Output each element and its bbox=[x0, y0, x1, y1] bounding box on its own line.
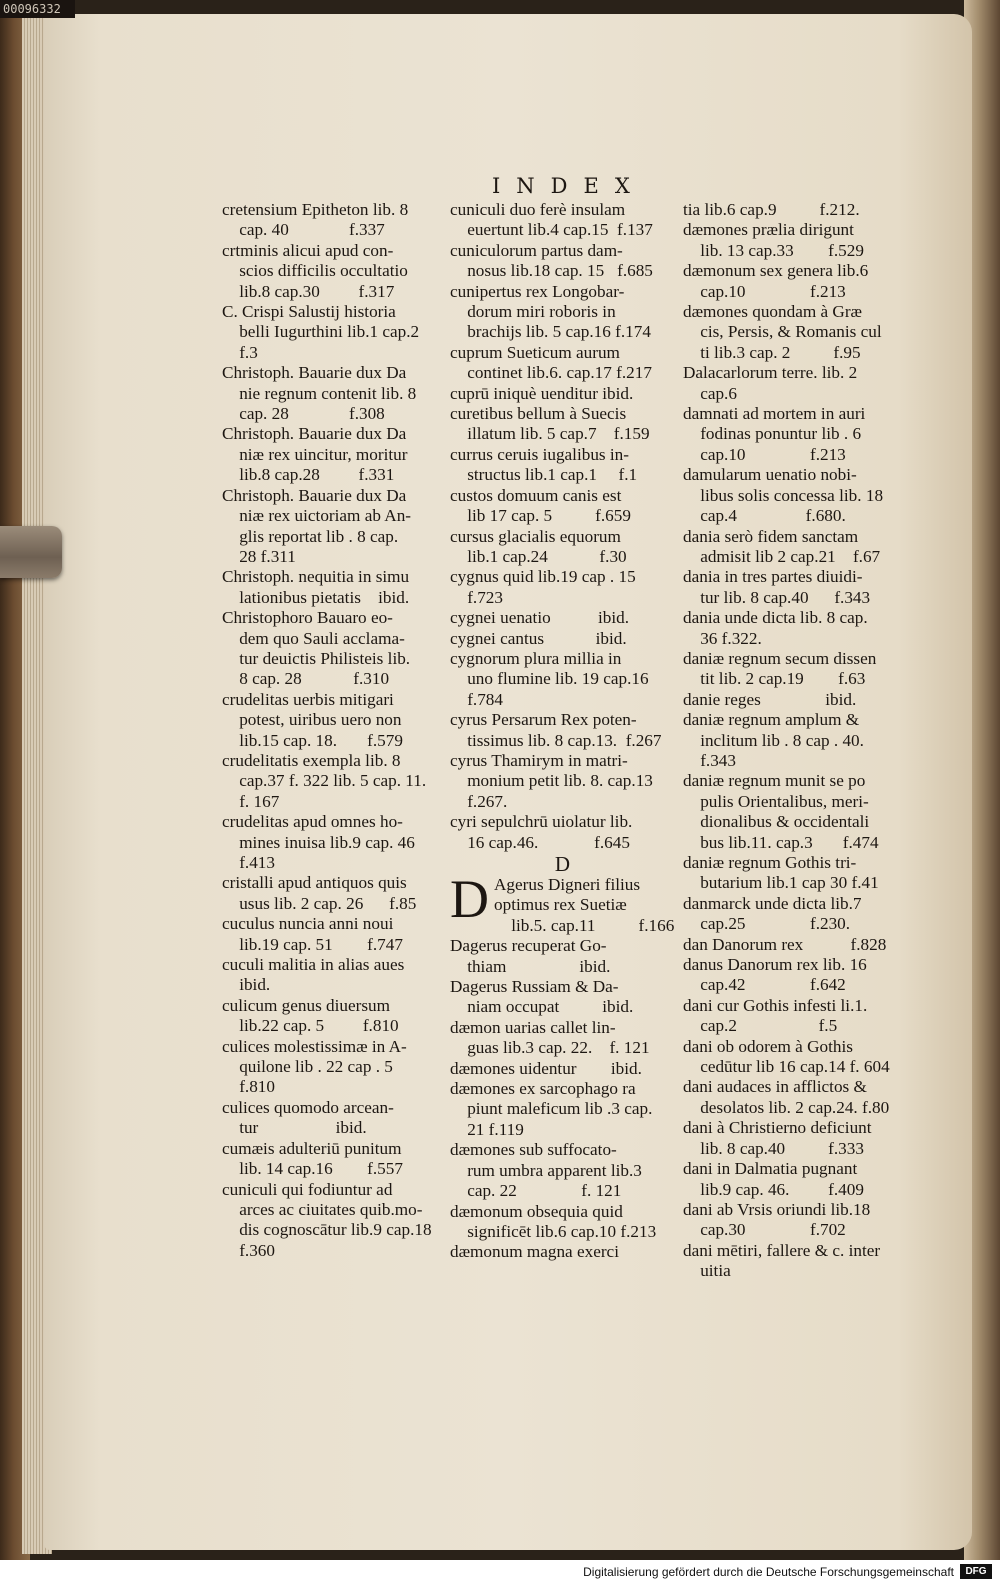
index-entry: tia lib.6 cap.9 f.212. bbox=[683, 200, 860, 219]
index-entry: 28 f.311 bbox=[222, 546, 296, 566]
index-entry: butarium lib.1 cap 30 f.41 bbox=[683, 873, 879, 893]
index-entry: optimus rex Suetiæ bbox=[494, 895, 627, 915]
index-entry: cuniculorum partus dam- bbox=[450, 240, 623, 260]
index-entry: culices molestissimæ in A- bbox=[222, 1036, 407, 1056]
index-entry: 21 f.119 bbox=[450, 1119, 524, 1139]
index-entry: crudelitatis exempla lib. 8 bbox=[222, 750, 401, 770]
index-entry: Dalacarlorum terre. lib. 2 bbox=[683, 363, 858, 383]
index-entry: daniæ regnum munit se po bbox=[683, 771, 866, 791]
index-entry: tissimus lib. 8 cap.13. f.267 bbox=[450, 730, 662, 750]
index-entry: Dagerus recuperat Go- bbox=[450, 936, 607, 956]
index-entry: cristalli apud antiquos quis bbox=[222, 873, 407, 893]
index-entry: lib. 8 cap.40 f.333 bbox=[683, 1138, 864, 1158]
index-entry: brachijs lib. 5 cap.16 f.174 bbox=[450, 322, 651, 342]
index-entry: tit lib. 2 cap.19 f.63 bbox=[683, 669, 866, 689]
index-entry: dani ab Vrsis oriundi lib.18 bbox=[683, 1199, 871, 1219]
index-entry: fodinas ponuntur lib . 6 bbox=[683, 424, 862, 444]
index-entry: cuprū iniquè uenditur ibid. bbox=[450, 383, 634, 403]
index-entry: lib.5. cap.11 f.166 bbox=[494, 915, 675, 935]
index-entry: monium petit lib. 8. cap.13 bbox=[450, 771, 653, 791]
index-entry: cap. 22 f. 121 bbox=[450, 1181, 622, 1201]
index-entry: tur ibid. bbox=[222, 1118, 367, 1138]
index-entry: cap. 40 f.337 bbox=[222, 220, 385, 240]
index-entry: glis reportat lib . 8 cap. bbox=[222, 526, 399, 546]
index-entry: dania unde dicta lib. 8 cap. bbox=[683, 608, 868, 628]
index-entry: pulis Orientalibus, meri- bbox=[683, 791, 869, 811]
index-entry: ibid. bbox=[222, 975, 271, 995]
index-entry: lib. 14 cap.16 f.557 bbox=[222, 1159, 403, 1179]
index-entry: curetibus bellum à Suecis bbox=[450, 404, 627, 424]
index-entry: daniæ regnum secum dissen bbox=[683, 648, 877, 668]
index-entry: cap.37 f. 322 lib. 5 cap. 11. bbox=[222, 771, 427, 791]
index-entry: continet lib.6. cap.17 f.217 bbox=[450, 363, 652, 383]
index-entry: bus lib.11. cap.3 f.474 bbox=[683, 832, 879, 852]
index-entry: dionalibus & occidentali bbox=[683, 812, 870, 832]
index-entry: scios difficilis occultatio bbox=[222, 261, 408, 281]
index-entry: cap.30 f.702 bbox=[683, 1220, 846, 1240]
page-header: INDEX bbox=[492, 174, 646, 198]
index-entry: cap.6 bbox=[683, 383, 737, 403]
index-entry: dani à Christierno deficiunt bbox=[683, 1118, 872, 1138]
index-entry: f.810 bbox=[222, 1077, 275, 1097]
index-entry: structus lib.1 cap.1 f.1 bbox=[450, 465, 638, 485]
index-entry: uitia bbox=[683, 1261, 731, 1281]
index-entry: cuculi malitia in alias aues bbox=[222, 955, 405, 975]
index-entry: damularum uenatio nobi- bbox=[683, 465, 857, 485]
index-entry: guas lib.3 cap. 22. f. 121 bbox=[450, 1038, 650, 1058]
index-entry: f.3 bbox=[222, 342, 258, 362]
index-entry: desolatos lib. 2 cap.24. f.80 bbox=[683, 1097, 890, 1117]
index-entry: daniæ regnum Gothis tri- bbox=[683, 853, 857, 872]
index-entry: belli Iugurthini lib.1 cap.2 bbox=[222, 322, 420, 342]
index-entry: Christophoro Bauaro eo- bbox=[222, 608, 393, 628]
index-entry: cap.10 f.213 bbox=[683, 444, 846, 464]
index-entry: crudelitas uerbis mitigari bbox=[222, 689, 394, 709]
index-entry: lib.15 cap. 18. f.579 bbox=[222, 730, 403, 750]
index-entry: 8 cap. 28 f.310 bbox=[222, 669, 390, 689]
index-entry: dani ob odorem à Gothis bbox=[683, 1036, 853, 1056]
index-entry: mines inuisa lib.9 cap. 46 bbox=[222, 832, 415, 852]
index-entry: admisit lib 2 cap.21 f.67 bbox=[683, 546, 881, 566]
index-entry: ti lib.3 cap. 2 f.95 bbox=[683, 342, 861, 362]
index-entry: f.784 bbox=[450, 689, 503, 709]
index-entry: cunipertus rex Longobar- bbox=[450, 281, 625, 301]
index-entry: 36 f.322. bbox=[683, 628, 762, 648]
index-entry: usus lib. 2 cap. 26 f.85 bbox=[222, 893, 417, 913]
index-entry: libus solis concessa lib. 18 bbox=[683, 485, 884, 505]
index-entry: Christoph. Bauarie dux Da bbox=[222, 424, 407, 444]
index-entry: lib.9 cap. 46. f.409 bbox=[683, 1179, 864, 1199]
index-entry: lib.1 cap.24 f.30 bbox=[450, 546, 627, 566]
index-entry: inclitum lib . 8 cap . 40. bbox=[683, 730, 864, 750]
index-entry: danie reges ibid. bbox=[683, 689, 857, 709]
index-entry: dani cur Gothis infesti li.1. bbox=[683, 995, 868, 1015]
index-entry: nosus lib.18 cap. 15 f.685 bbox=[450, 261, 653, 281]
index-entry: piunt maleficum lib .3 cap. bbox=[450, 1099, 653, 1119]
index-entry: cedūtur lib 16 cap.14 f. 604 bbox=[683, 1057, 890, 1077]
index-entry: lib.8 cap.30 f.317 bbox=[222, 281, 395, 301]
index-entry: potest, uiribus uero non bbox=[222, 710, 402, 730]
index-entry: cuniculi duo ferè insulam bbox=[450, 200, 626, 219]
index-entry: significēt lib.6 cap.10 f.213 bbox=[450, 1221, 657, 1241]
index-entry: cuprum Sueticum aurum bbox=[450, 342, 620, 362]
index-entry: dæmones uidentur ibid. bbox=[450, 1058, 642, 1078]
index-entry: lib.8 cap.28 f.331 bbox=[222, 465, 395, 485]
funding-credit: Digitalisierung gefördert durch die Deutsche Forschungsgemeinschaft bbox=[583, 1565, 954, 1579]
index-entry: cygnei cantus ibid. bbox=[450, 628, 627, 648]
dfg-logo: DFG bbox=[960, 1564, 992, 1579]
index-entry: dem quo Sauli acclama- bbox=[222, 628, 405, 648]
section-letter: D bbox=[554, 852, 571, 876]
index-entry: euertunt lib.4 cap.15 f.137 bbox=[450, 220, 653, 240]
index-entry: cyrus Thamirym in matri- bbox=[450, 750, 628, 770]
index-entry: uno flumine lib. 19 cap.16 bbox=[450, 669, 649, 689]
index-entry: Christoph. nequitia in simu bbox=[222, 567, 410, 587]
index-entry: dæmones ex sarcophago ra bbox=[450, 1079, 636, 1099]
index-entry: rum umbra apparent lib.3 bbox=[450, 1160, 642, 1180]
index-entry: Christoph. Bauarie dux Da bbox=[222, 363, 407, 383]
index-entry: lib.22 cap. 5 f.810 bbox=[222, 1016, 399, 1036]
index-entry: f.267. bbox=[450, 791, 508, 811]
index-entry: dani audaces in afflictos & bbox=[683, 1077, 867, 1097]
index-entry: dorum miri roboris in bbox=[450, 302, 616, 322]
index-entry: cap.10 f.213 bbox=[683, 281, 846, 301]
index-entry: cygnus quid lib.19 cap . 15 bbox=[450, 567, 636, 587]
index-entry: tur lib. 8 cap.40 f.343 bbox=[683, 587, 871, 607]
index-entry: f.413 bbox=[222, 853, 275, 872]
column-2-c-entries bbox=[450, 200, 675, 853]
index-column-1 bbox=[222, 200, 444, 1261]
book-clasp bbox=[0, 526, 62, 578]
index-entry: Agerus Digneri filius bbox=[494, 875, 641, 894]
index-entry: danus Danorum rex lib. 16 bbox=[683, 955, 867, 975]
index-entry: cursus glacialis equorum bbox=[450, 526, 621, 546]
index-entry: f.360 bbox=[222, 1240, 275, 1260]
index-entry: cap.2 f.5 bbox=[683, 1016, 838, 1036]
index-entry: crtminis alicui apud con- bbox=[222, 240, 394, 260]
index-entry: daniæ regnum amplum & bbox=[683, 710, 860, 730]
index-entry: dania serò fidem sanctam bbox=[683, 526, 859, 546]
index-entry: quilone lib . 22 cap . 5 bbox=[222, 1057, 393, 1077]
index-entry: dæmonum obsequia quid bbox=[450, 1201, 623, 1221]
index-entry: lib.19 cap. 51 f.747 bbox=[222, 934, 403, 954]
index-entry: dania in tres partes diuidi- bbox=[683, 567, 863, 587]
index-entry: f. 167 bbox=[222, 791, 280, 811]
footer-bar bbox=[0, 1560, 1000, 1584]
column-2-d-entries bbox=[450, 916, 675, 1263]
index-entry: dani in Dalmatia pugnant bbox=[683, 1159, 858, 1179]
index-entry: culices quomodo arcean- bbox=[222, 1097, 394, 1117]
index-entry: culicum genus diuersum bbox=[222, 995, 391, 1015]
index-entry: tur deuictis Philisteis lib. bbox=[222, 648, 411, 668]
index-entry: f.723 bbox=[450, 587, 503, 607]
dropcap-letter: D bbox=[450, 869, 489, 929]
index-entry: niæ rex uictoriam ab An- bbox=[222, 506, 412, 526]
index-entry: dan Danorum rex f.828 bbox=[683, 934, 887, 954]
index-entry: C. Crispi Salustij historia bbox=[222, 302, 396, 322]
index-entry: dani mētiri, fallere & c. inter bbox=[683, 1240, 881, 1260]
index-entry: cygnei uenatio ibid. bbox=[450, 608, 630, 628]
index-entry: crudelitas apud omnes ho- bbox=[222, 812, 403, 832]
index-entry: arces ac ciuitates quib.mo- bbox=[222, 1199, 423, 1219]
index-entry: cuniculi qui fodiuntur ad bbox=[222, 1179, 393, 1199]
index-entry: cumæis adulteriū punitum bbox=[222, 1138, 402, 1158]
index-entry: illatum lib. 5 cap.7 f.159 bbox=[450, 424, 650, 444]
index-entry: damnati ad mortem in auri bbox=[683, 404, 866, 424]
index-entry: dæmones quondam à Græ bbox=[683, 302, 863, 322]
index-entry: cap. 28 f.308 bbox=[222, 404, 385, 424]
index-entry: cap.42 f.642 bbox=[683, 975, 846, 995]
index-entry: Christoph. Bauarie dux Da bbox=[222, 485, 407, 505]
index-entry: cis, Persis, & Romanis cul bbox=[683, 322, 882, 342]
index-entry: dæmon uarias callet lin- bbox=[450, 1017, 616, 1037]
index-entry: currus ceruis iugalibus in- bbox=[450, 444, 629, 464]
index-entry: dæmonum magna exerci bbox=[450, 1242, 619, 1262]
index-entry: dæmones prælia dirigunt bbox=[683, 220, 854, 240]
index-column-2 bbox=[450, 200, 675, 1263]
index-entry: cap.25 f.230. bbox=[683, 914, 851, 934]
index-entry: cap.4 f.680. bbox=[683, 506, 846, 526]
scan-id: 00096332 bbox=[0, 0, 75, 18]
index-entry: custos domuum canis est bbox=[450, 485, 622, 505]
index-column-3 bbox=[683, 200, 907, 1282]
index-entry: f.343 bbox=[683, 750, 736, 770]
index-entry: cretensium Epitheton lib. 8 bbox=[222, 200, 409, 219]
index-entry: cygnorum plura millia in bbox=[450, 648, 622, 668]
index-entry: cyrus Persarum Rex poten- bbox=[450, 710, 637, 730]
index-entry: cyri sepulchrū uiolatur lib. bbox=[450, 812, 633, 832]
index-entry: lationibus pietatis ibid. bbox=[222, 587, 410, 607]
index-entry: nie regnum contenit lib. 8 bbox=[222, 383, 417, 403]
index-entry: 16 cap.46. f.645 bbox=[450, 832, 630, 852]
index-entry: thiam ibid. bbox=[450, 956, 611, 976]
index-entry: danmarck unde dicta lib.7 bbox=[683, 893, 862, 913]
index-entry: niam occupat ibid. bbox=[450, 997, 634, 1017]
index-entry: dæmonum sex genera lib.6 bbox=[683, 261, 869, 281]
index-entry: dis cognoscātur lib.9 cap.18 bbox=[222, 1220, 432, 1240]
index-entry: niæ rex uincitur, moritur bbox=[222, 444, 408, 464]
index-entry: Dagerus Russiam & Da- bbox=[450, 977, 619, 997]
index-entry: lib. 13 cap.33 f.529 bbox=[683, 240, 864, 260]
index-entry: lib 17 cap. 5 f.659 bbox=[450, 506, 631, 526]
index-entry: dæmones sub suffocato- bbox=[450, 1140, 617, 1160]
index-entry: cuculus nuncia anni noui bbox=[222, 914, 394, 934]
